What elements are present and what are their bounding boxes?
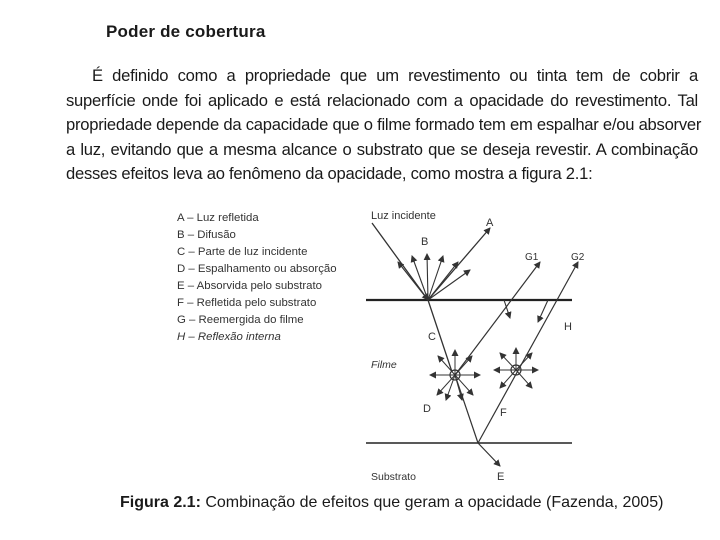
paragraph-line: É definido como a propriedade que um revestimento ou tinta tem de cobrir a (92, 66, 698, 85)
label-substrate: Substrato (371, 471, 416, 483)
label-a: A (486, 217, 494, 229)
diffusion-ray (428, 256, 443, 300)
absorbed-ray-e (478, 443, 500, 466)
figure-caption (120, 494, 663, 512)
legend-item-d: D – Espalhamento ou absorção (177, 263, 337, 275)
scatter-rays-2 (494, 348, 538, 388)
diffusion-ray (412, 256, 428, 300)
label-c: C (428, 331, 436, 343)
label-g2: G2 (571, 252, 585, 263)
legend-item-f: F – Refletida pelo substrato (177, 297, 317, 309)
body-paragraph (66, 64, 702, 187)
label-f: F (500, 407, 507, 419)
label-e: E (497, 471, 505, 483)
legend-item-a: A – Luz refletida (177, 212, 259, 224)
transmitted-ray (455, 375, 478, 443)
paragraph-line: propriedade depende da capacidade que o filme formado tem em espalhar e/ou absorver (66, 115, 702, 134)
reflected-ray-f-g2 (478, 262, 578, 443)
label-d: D (423, 403, 431, 415)
caption-label: Figura 2.1: (120, 494, 201, 511)
incident-ray (372, 223, 428, 300)
legend-item-h: H – Reflexão interna (177, 331, 281, 343)
diffusion-ray (428, 262, 458, 300)
figure-legend (177, 210, 337, 346)
label-h: H (564, 321, 572, 333)
opacity-diagram (340, 200, 600, 490)
paragraph-line: a luz, evitando que a mesma alcance o substrato que se deseja revestir. A combinação (66, 139, 698, 159)
diffusion-ray (398, 262, 428, 300)
legend-item-c: C – Parte de luz incidente (177, 246, 308, 258)
caption-text: Combinação de efeitos que geram a opacidade (Fazenda, 2005) (200, 494, 664, 511)
legend-item-g: G – Reemergida do filme (177, 314, 304, 326)
label-incident-light: Luz incidente (371, 210, 436, 222)
paragraph-line: desses efeitos leva ao fenômeno da opacidade, como mostra a figura 2.1: (66, 164, 593, 183)
section-title: Poder de cobertura (106, 22, 266, 41)
diffusion-ray (427, 254, 428, 300)
label-g1: G1 (525, 252, 539, 263)
label-film: Filme (371, 359, 397, 371)
legend-item-b: B – Difusão (177, 229, 236, 241)
reflected-ray-a (428, 228, 490, 300)
paragraph-line: superfície onde foi aplicado e está relacionado com a opacidade do revestimento. Tal (66, 90, 698, 110)
label-b: B (421, 236, 429, 248)
diffusion-ray (428, 270, 470, 300)
legend-item-e: E – Absorvida pelo substrato (177, 280, 323, 292)
